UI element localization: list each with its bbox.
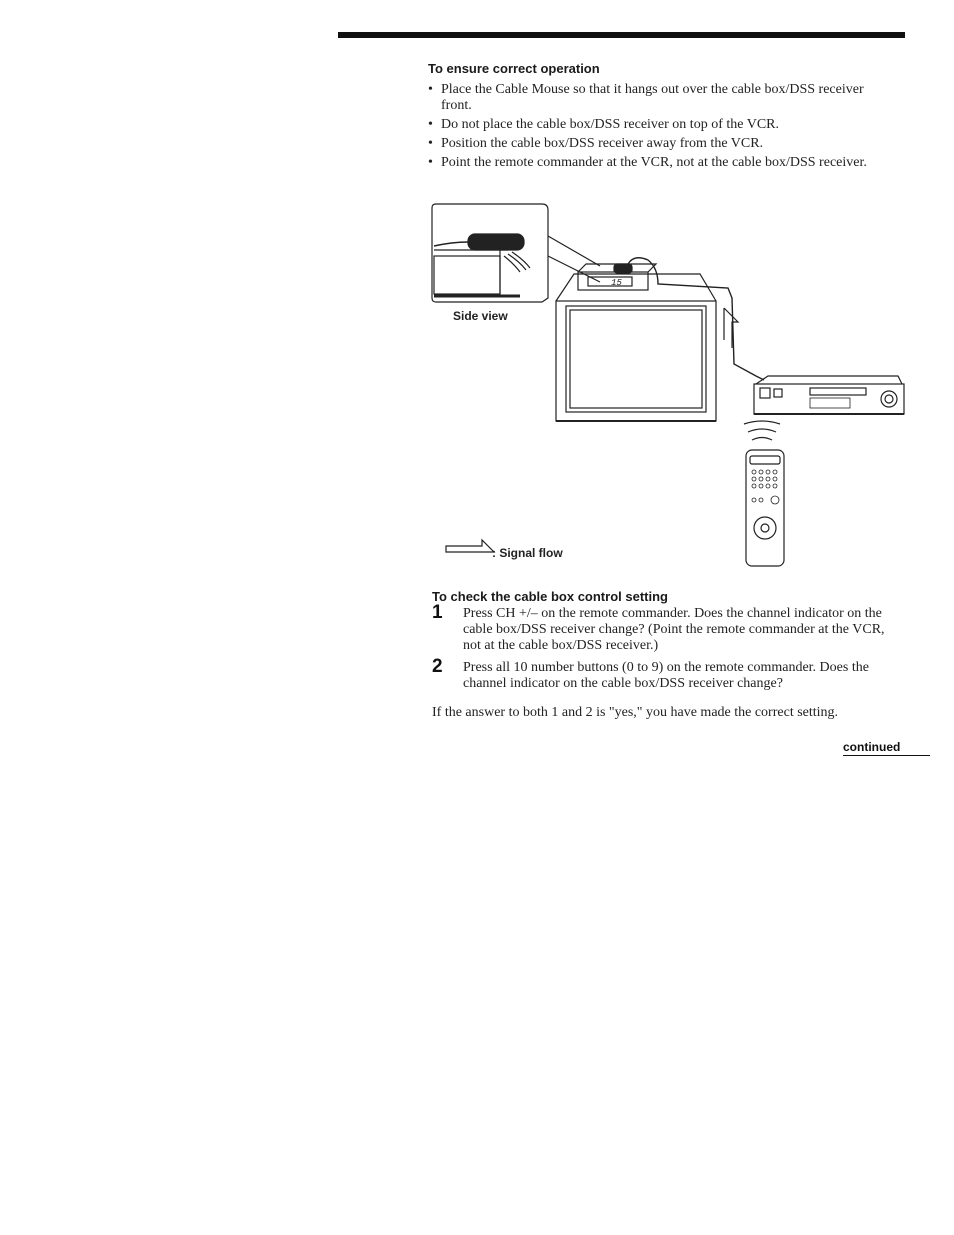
step-item [432,656,902,692]
remote-commander [746,450,784,566]
section-heading-check-setting: To check the cable box control setting [432,589,668,604]
signal-flow-label: : Signal flow [492,546,563,560]
section-heading-correct-operation: To ensure correct operation [428,61,600,76]
operation-bullet-list [428,82,868,174]
step-item [432,602,902,654]
bullet-item [428,136,868,152]
bullet-dot: • [428,82,433,97]
step-text: Press CH +/– on the remote commander. Does the channel indicator on the cable box/DSS receiver change? (Point the remote commander at the VCR, not at the cable box/DSS receiver.) [463,606,885,653]
step-number: 2 [432,656,443,677]
bullet-item [428,155,868,171]
bullet-text: Position the cable box/DSS receiver away from the VCR. [441,136,764,151]
bullet-item [428,117,868,133]
television [556,274,716,421]
check-steps-list [432,602,902,698]
side-view-label: Side view [453,309,508,323]
bullet-text: Do not place the cable box/DSS receiver on top of the VCR. [441,117,779,132]
vcr [754,376,904,414]
setup-diagram-svg [428,198,918,573]
summary-text: If the answer to both 1 and 2 is "yes," you have made the correct setting. [432,705,839,720]
side-view-inset [432,204,600,302]
bullet-text: Point the remote commander at the VCR, not at the cable box/DSS receiver. [441,155,867,170]
bullet-item [428,82,868,114]
top-rule [338,32,905,38]
cable-box-channel-display: 15 [609,278,623,288]
bullet-dot: • [428,155,433,170]
step-text: Press all 10 number buttons (0 to 9) on the remote commander. Does the channel indicator on the cable box/DSS receiver change? [463,660,869,691]
signal-arrow [724,308,738,348]
infrared-waves [744,421,780,440]
signal-flow-arrow-icon [446,540,494,552]
continued-label: continued [843,740,930,756]
bullet-dot: • [428,136,433,151]
bullet-text: Place the Cable Mouse so that it hangs out over the cable box/DSS receiver front. [441,82,864,113]
setup-illustration [428,198,918,573]
step-number: 1 [432,602,443,623]
bullet-dot: • [428,117,433,132]
